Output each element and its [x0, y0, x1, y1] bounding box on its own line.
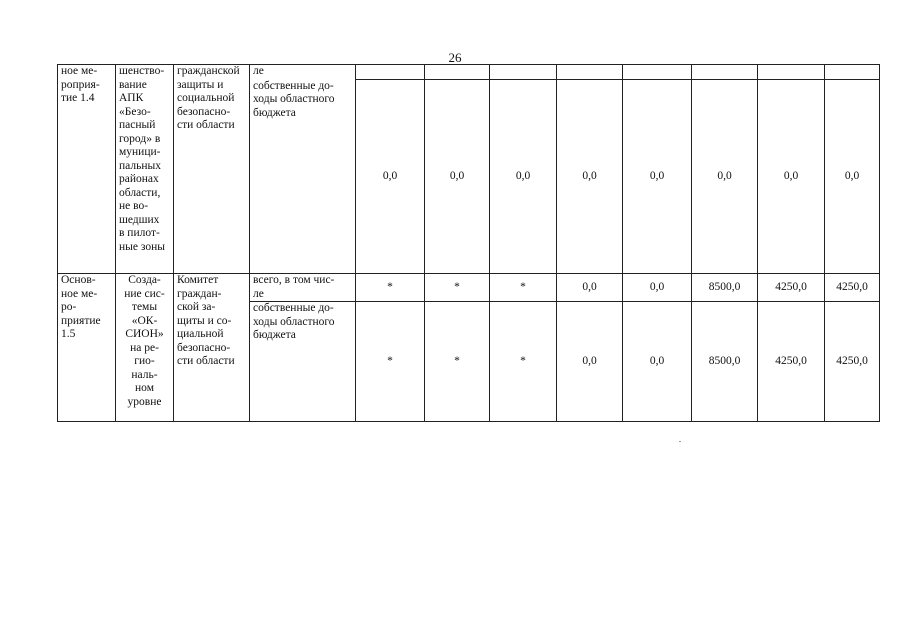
executor-cell: гражданской защиты и социальной безопасно- сти области: [174, 65, 250, 274]
value-cell: 0,0: [557, 274, 623, 302]
scan-artifact: [679, 441, 681, 442]
value-cell: 0,0: [557, 302, 623, 422]
empty-cell: [490, 65, 557, 80]
value-cell: 0,0: [557, 80, 623, 274]
value-cell: 0,0: [623, 80, 692, 274]
empty-cell: [825, 65, 880, 80]
value-cell: *: [356, 302, 425, 422]
empty-cell: [557, 65, 623, 80]
value-cell: 0,0: [356, 80, 425, 274]
value-cell: 0,0: [692, 80, 758, 274]
executor-cell: Комитет граждан- ской за- щиты и со- циальной безопасно- сти области: [174, 274, 250, 422]
value-cell: 4250,0: [825, 274, 880, 302]
value-cell: 0,0: [758, 80, 825, 274]
value-cell: 0,0: [623, 302, 692, 422]
value-cell: *: [490, 302, 557, 422]
value-cell: 8500,0: [692, 302, 758, 422]
budget-table: [57, 64, 880, 422]
value-cell: *: [425, 274, 490, 302]
empty-cell: [356, 65, 425, 80]
event-name-cell: шенство- вание АПК «Безо- пасный город» в муници- пальных районах области, не во- шедших в пилот- ные зоны: [116, 65, 174, 274]
page-number: 26: [448, 50, 462, 65]
value-cell: 0,0: [825, 80, 880, 274]
value-cell: 4250,0: [825, 302, 880, 422]
empty-cell: [758, 65, 825, 80]
event-cell: ное ме- роприя- тие 1.4: [58, 65, 116, 274]
source-cell: собственные до- ходы областного бюджета: [250, 302, 356, 422]
value-cell: 0,0: [490, 80, 557, 274]
source-total-cell: всего, в том чис- ле: [250, 274, 356, 302]
value-cell: 8500,0: [692, 274, 758, 302]
value-cell: *: [356, 274, 425, 302]
table-row: [58, 65, 880, 80]
value-cell: 0,0: [425, 80, 490, 274]
value-cell: *: [490, 274, 557, 302]
event-cell: Основ- ное ме- ро- приятие 1.5: [58, 274, 116, 422]
empty-cell: [623, 65, 692, 80]
value-cell: *: [425, 302, 490, 422]
source-cell-continued: ле: [250, 65, 356, 80]
value-cell: 0,0: [623, 274, 692, 302]
value-cell: 4250,0: [758, 302, 825, 422]
source-cell: собственные до- ходы областного бюджета: [250, 80, 356, 274]
empty-cell: [692, 65, 758, 80]
table-row: [58, 274, 880, 302]
value-cell: 4250,0: [758, 274, 825, 302]
event-name-cell: Созда- ние сис- темы «ОК- СИОН» на ре- гио- наль- ном уровне: [116, 274, 174, 422]
empty-cell: [425, 65, 490, 80]
